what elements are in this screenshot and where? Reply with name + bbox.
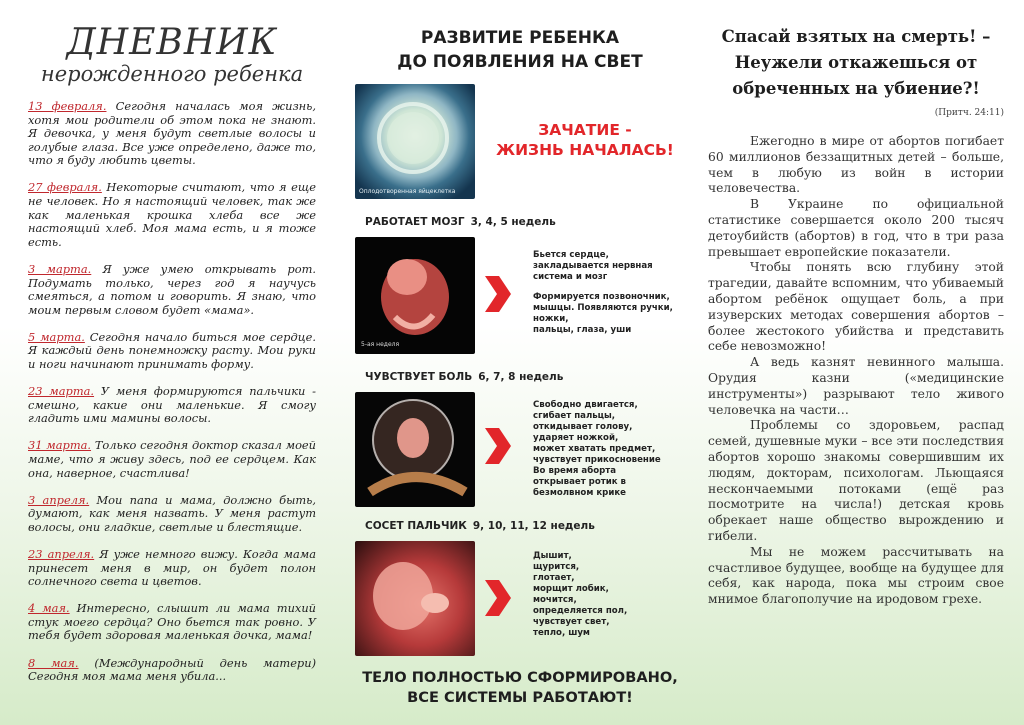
diary-entry-text: Мои папа и мама, должно быть, думают, как меня назвать. У меня растут волосы, они гладкие, светлые и блестящие. <box>28 492 316 534</box>
diary-entry <box>28 263 316 317</box>
fertilized-egg-photo <box>355 84 475 199</box>
description-line: Бьется сердце, <box>533 250 609 260</box>
egg-illustration-icon <box>355 84 475 199</box>
fully-formed-line2: ВСЕ СИСТЕМЫ РАБОТАЮТ! <box>407 689 633 706</box>
description-line: ударяет ножкой, <box>533 433 619 443</box>
description-line: морщит лобик, <box>533 584 609 594</box>
appeal-title-line1: Спасай взятых на смерть! – <box>721 27 991 46</box>
embryo-5-weeks-caption: 5-ая неделя <box>361 341 400 348</box>
diary-entry-text: Я уже умею открывать рот. Подумать только, через год я научусь смеяться, а потом и говорить. Я знаю, что моим первым словом будет «мама». <box>28 261 316 317</box>
description-line: откидывает голову, <box>533 422 633 432</box>
development-title <box>355 26 685 74</box>
appeal-paragraph: Мы не можем рассчитывать на счастливое будущее, вообще на будущее для себя, как народа, пока мы строим свое мнимое благополучие на иродовом грехе. <box>708 544 1004 607</box>
conception-caption <box>485 120 685 160</box>
development-column <box>355 0 685 725</box>
diary-entry-text: У меня формируются пальчики - смешно, какие они маленькие. Я смогу гладить ими мамины волосы. <box>28 384 316 426</box>
arrow-right-icon <box>483 274 513 314</box>
description-line: открывает ротик в <box>533 477 626 487</box>
diary-entry-text: Только сегодня доктор сказал моей маме, что я живу здесь, под ее сердцем. Как она, наверное, счастлива! <box>28 438 316 480</box>
diary-entry-text: Сегодня началась моя жизнь, хотя мои родители об этом пока не знают. Я девочка, у меня будут светлые волосы и голубые глаза. Все уже определено, даже то, что я буду любить цветы. <box>28 99 316 168</box>
diary-entry <box>28 181 316 249</box>
description-line: чувствует свет, <box>533 617 610 627</box>
description-line: может хватать предмет, <box>533 444 656 454</box>
stage-pain-label: ЧУВСТВУЕТ БОЛЬ 6, 7, 8 недель <box>365 371 564 383</box>
fully-formed-line1: ТЕЛО ПОЛНОСТЬЮ СФОРМИРОВАНО, <box>362 669 678 686</box>
appeal-title-line3: обреченных на убиение?! <box>732 79 980 98</box>
diary-column <box>28 0 316 697</box>
stage-thumb-description <box>533 551 683 639</box>
description-line: чувствует прикосновение <box>533 455 661 465</box>
diary-entry-date: 27 февраля. <box>28 180 102 195</box>
diary-entry-date: 13 февраля. <box>28 99 107 113</box>
appeal-title-line2: Неужели откажешься от <box>734 53 978 72</box>
appeal-title <box>708 24 1004 102</box>
diary-entry-date: 3 апреля. <box>28 492 90 507</box>
appeal-column <box>708 0 1004 608</box>
conception-line1: ЗАЧАТИЕ - <box>538 121 632 139</box>
conception-line2: ЖИЗНЬ НАЧАЛАСЬ! <box>496 141 674 159</box>
description-line: Свободно двигается, <box>533 400 638 410</box>
diary-entry-text: Интересно, слышит ли мама тихий стук моего сердца? Оно бьется так ровно. У тебя будет здоровая маленькая дочка, мама! <box>28 601 316 643</box>
diary-entry-text: (Международный день матери) Сегодня моя мама меня убила... <box>28 655 317 684</box>
stage-pain-description <box>533 400 683 499</box>
embryo-illustration-icon <box>355 237 475 354</box>
description-line: закладывается нервная <box>533 261 653 271</box>
diary-entry-date: 4 мая. <box>28 601 70 616</box>
diary-entry-date: 3 марта. <box>28 261 92 276</box>
arrow-right-icon <box>483 578 513 618</box>
description-line: мышцы. Появляются ручки, ножки, <box>533 303 673 324</box>
diary-entry-date: 8 мая. <box>28 655 79 670</box>
diary-entry-text: Сегодня начало биться мое сердце. Я каждый день понемножку расту. Мои руки и ноги начинают принимать форму. <box>28 329 316 371</box>
description-line: мочится, <box>533 595 577 605</box>
description-line: определяется пол, <box>533 606 628 616</box>
description-line: Формируется позвоночник, <box>533 292 670 302</box>
diary-entry-text: Некоторые считают, что я еще не человек. Но я настоящий человек, так же как маленькая крошка хлеба все же настоящий хлеб. Моя мама есть, и я тоже есть. <box>28 180 317 249</box>
diary-entry-date: 31 марта. <box>28 438 92 453</box>
diary-subtitle: нерожденного ребенка <box>40 62 304 86</box>
embryo-5-weeks-photo <box>355 237 475 354</box>
appeal-paragraph: Проблемы со здоровьем, распад семей, душевные муки – все эти последствия абортов хорошо знакомы совершившим их людям, докторам, психологам. Льющаяся нескончаемыми потоками (ещё раз посмотрите на числа!) детская кровь обрекает наше общество вырождению и гибели. <box>708 418 1004 543</box>
development-title-line1: РАЗВИТИЕ РЕБЕНКА <box>420 28 620 48</box>
diary-entry <box>28 385 316 426</box>
description-line: Во время аборта <box>533 466 617 476</box>
diary-entry <box>28 657 316 684</box>
bible-reference: (Притч. 24:11) <box>934 108 1004 118</box>
diary-entry <box>28 100 316 168</box>
diary-entry <box>28 602 316 643</box>
diary-entry <box>28 331 316 372</box>
diary-title: ДНЕВНИК <box>66 22 278 63</box>
appeal-paragraph: Ежегодно в мире от абортов погибает 60 миллионов беззащитных детей – больше, чем в любую из войн в истории человечества. <box>708 134 1004 196</box>
arrow-right-icon <box>483 426 513 466</box>
description-line: сгибает пальцы, <box>533 411 616 421</box>
diary-entry-text: Я уже немного вижу. Когда мама принесет меня в мир, он будет полон солнечного света и цветов. <box>28 546 316 589</box>
fetus-12-weeks-photo <box>355 541 475 656</box>
description-line: система и мозг <box>533 272 608 282</box>
diary-entry <box>28 548 316 589</box>
appeal-paragraph: В Украине по официальной статистике совершается около 200 тысяч детоубийств (абортов) в год, что в три раза превышает европейские показатели. <box>708 197 1004 259</box>
appeal-paragraph: А ведь казнят невинного малыша. Орудия казни («медицинские инструменты») разрывают тело живого человечка на части… <box>708 355 1004 417</box>
stage-thumb-label: СОСЕТ ПАЛЬЧИК 9, 10, 11, 12 недель <box>365 520 595 532</box>
diary-entry-date: 5 марта. <box>28 329 85 344</box>
description-line: глотает, <box>533 573 575 583</box>
description-line: безмолвном крике <box>533 488 627 498</box>
development-title-line2: ДО ПОЯВЛЕНИЯ НА СВЕТ <box>397 52 643 72</box>
description-line: пальцы, глаза, уши <box>533 325 632 335</box>
diary-entry <box>28 439 316 480</box>
description-line: тепло, шум <box>533 628 590 638</box>
fertilized-egg-caption: Оплодотворенная яйцеклетка <box>359 188 456 195</box>
diary-entries <box>28 100 316 684</box>
appeal-paragraphs <box>708 134 1004 608</box>
description-line: Дышит, <box>533 551 572 561</box>
stage-brain-label: РАБОТАЕТ МОЗГ 3, 4, 5 недель <box>365 216 556 228</box>
diary-entry <box>28 494 316 535</box>
stage-brain-description <box>533 250 683 336</box>
fully-formed-message <box>355 668 685 708</box>
fetus-sucking-thumb-icon <box>355 541 475 656</box>
diary-entry-date: 23 марта. <box>28 384 95 399</box>
fetus-in-sac-illustration-icon <box>355 392 475 507</box>
description-line: щурится, <box>533 562 580 572</box>
embryo-8-weeks-photo <box>355 392 475 507</box>
appeal-paragraph: Чтобы понять всю глубину этой трагедии, давайте вспомним, что убиваемый абортом ребёнок ощущает боль, а при изуверских методах совершения абортов – более жестокого убийства и представить себе невозможно! <box>708 260 1004 354</box>
description-line <box>533 283 683 292</box>
diary-entry-date: 23 апреля. <box>28 546 95 561</box>
